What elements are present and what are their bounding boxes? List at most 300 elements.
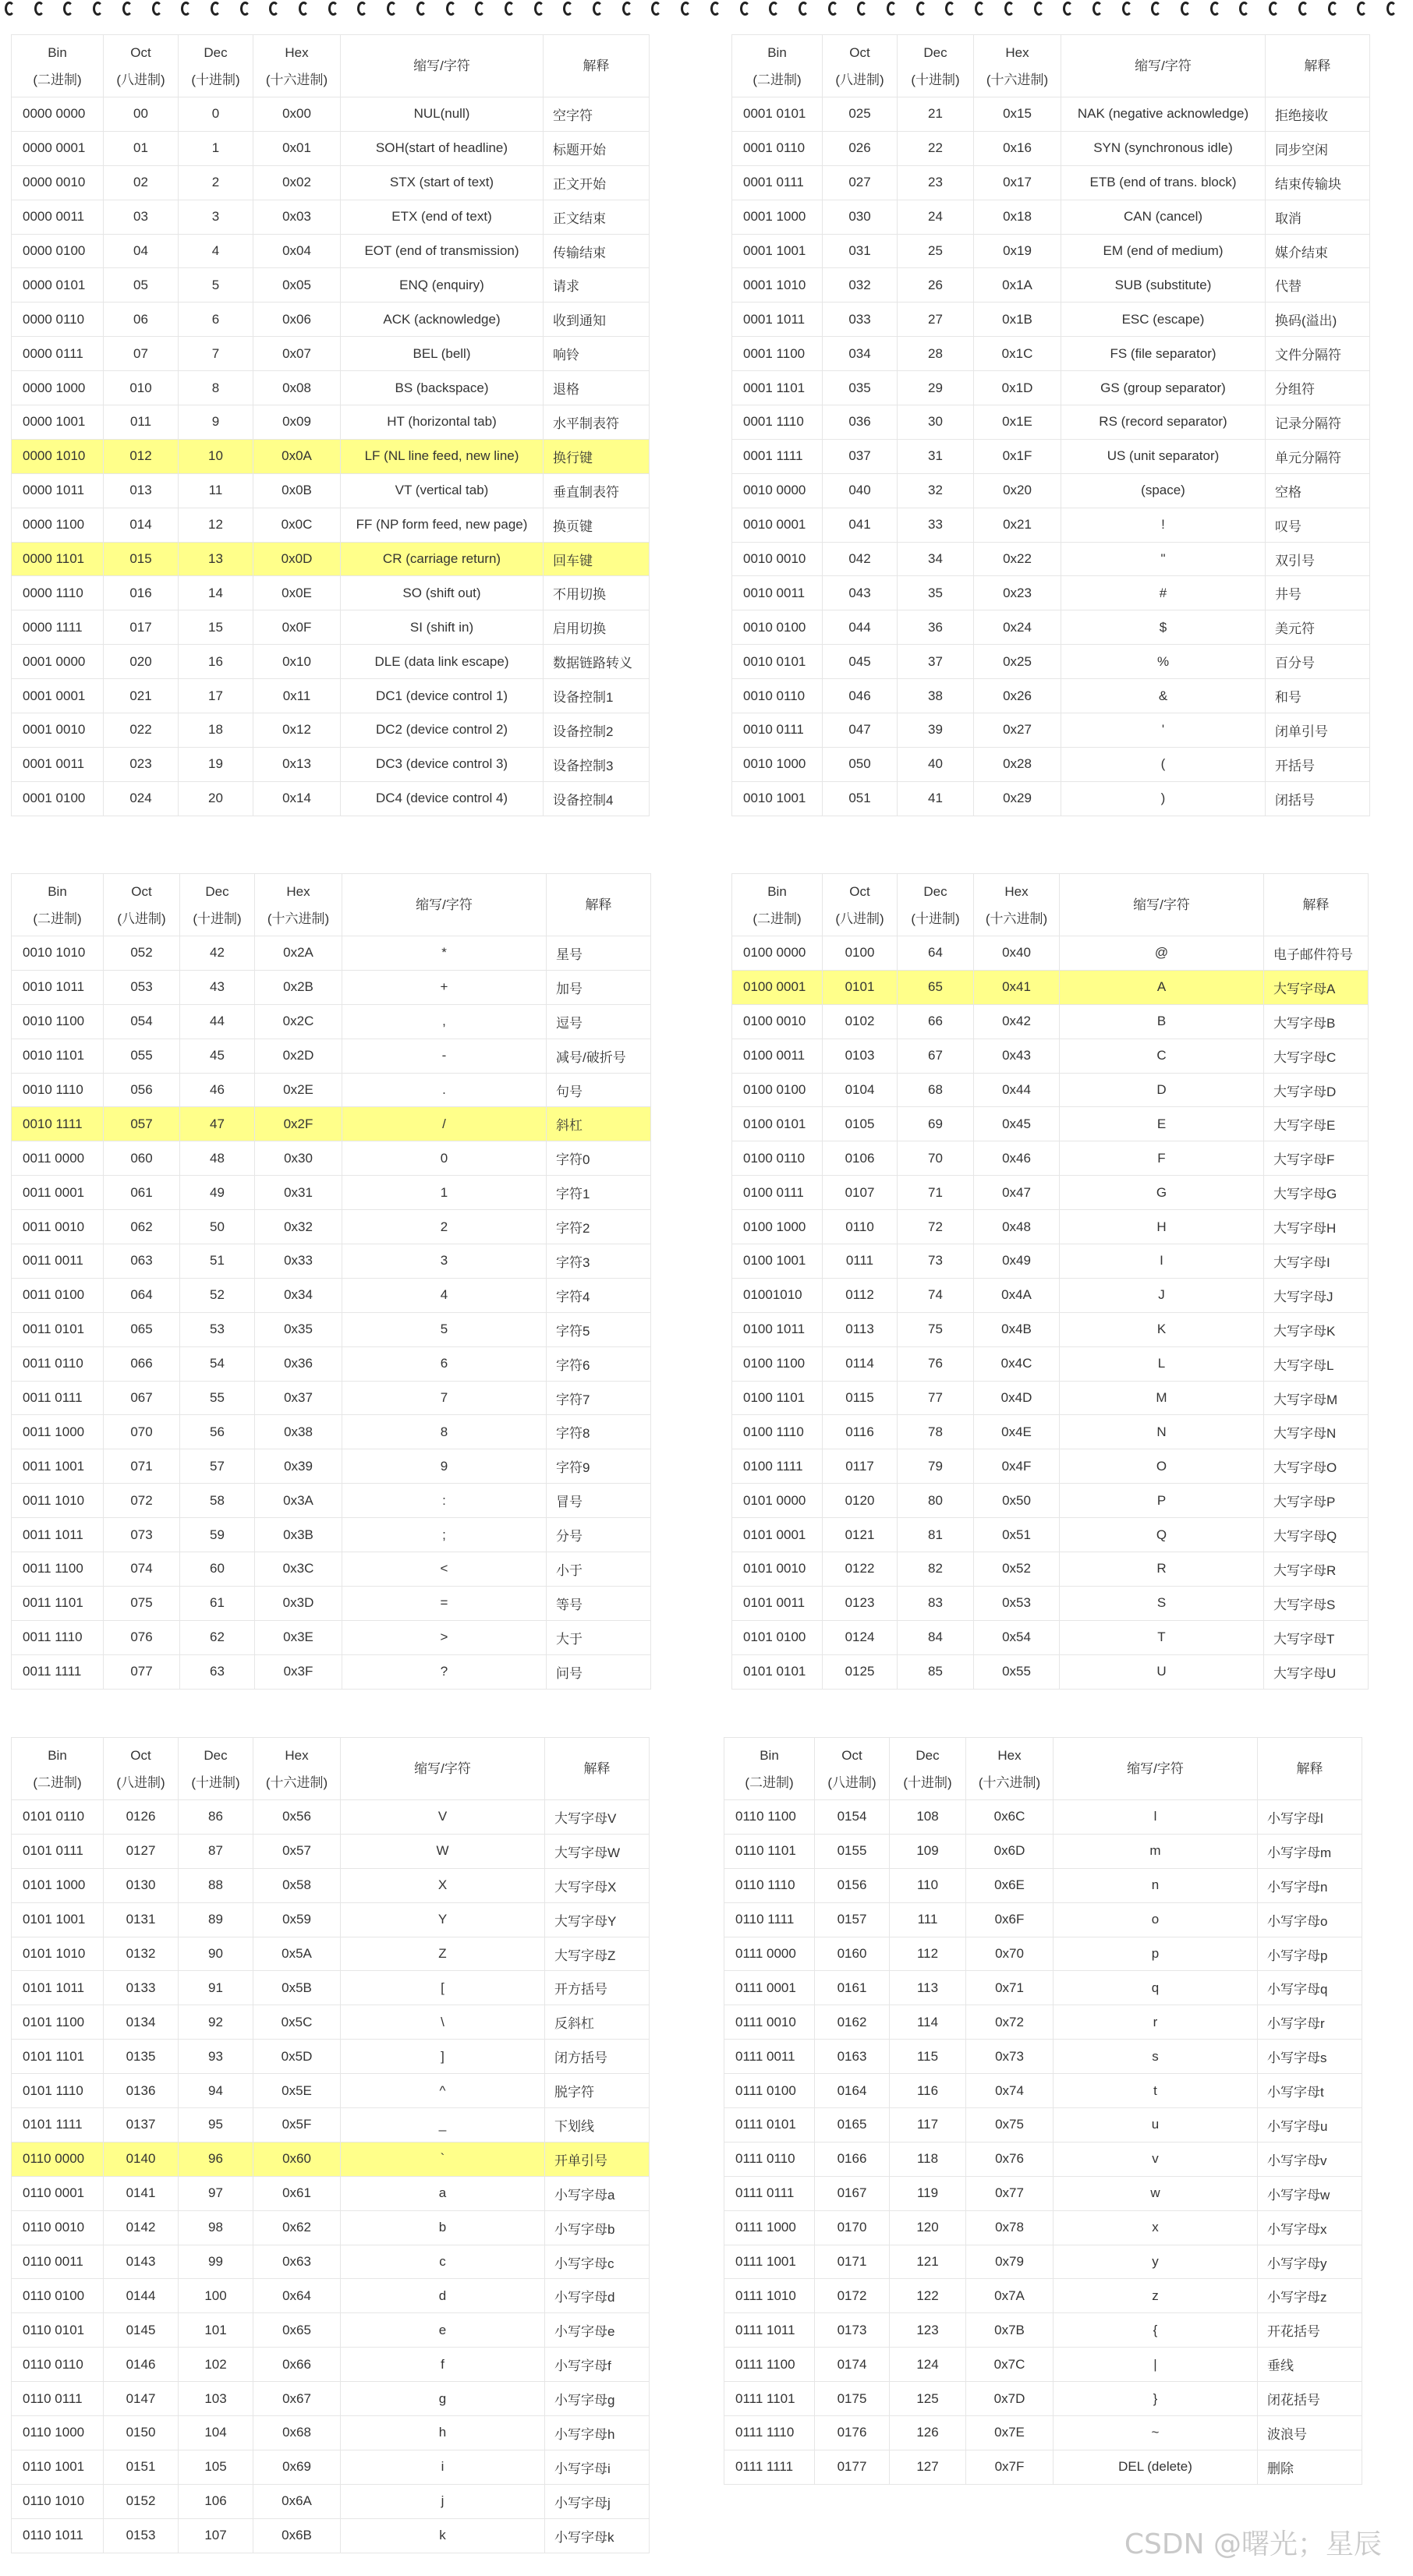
cell-oct: 021 [104, 679, 179, 713]
header-sublabel: (二进制) [33, 911, 82, 926]
cell-bin: 0011 0100 [12, 1278, 104, 1312]
spiral-ring [328, 2, 338, 16]
spiral-ring [799, 2, 809, 16]
cell-bin: 0000 1110 [12, 576, 104, 610]
cell-hex: 0x3B [255, 1518, 342, 1552]
cell-bin: 0100 1110 [732, 1415, 823, 1449]
cell-desc: 脱字符 [545, 2074, 650, 2108]
cell-bin: 0010 0110 [732, 679, 823, 713]
cell-dec: 3 [179, 200, 253, 234]
table-row [732, 1107, 1369, 1141]
table-row [724, 2382, 1362, 2416]
cell-bin: 0000 0110 [12, 303, 104, 337]
cell-dec: 47 [180, 1107, 255, 1141]
cell-hex: 0x1C [974, 337, 1061, 371]
table-row [12, 1176, 651, 1210]
cell-hex: 0x32 [255, 1210, 342, 1244]
cell-desc: 小写字母w [1258, 2176, 1362, 2210]
cell-dec: 25 [898, 234, 974, 268]
cell-hex: 0x35 [255, 1312, 342, 1346]
cell-oct: 033 [823, 303, 898, 337]
cell-abbr: : [342, 1484, 547, 1518]
table-row [732, 405, 1370, 440]
spiral-ring [211, 2, 221, 16]
cell-abbr: M [1060, 1381, 1264, 1415]
cell-desc: 大写字母H [1264, 1210, 1369, 1244]
spiral-ring [563, 2, 573, 16]
column-header-desc [1258, 1738, 1362, 1800]
cell-hex: 0x7A [966, 2279, 1054, 2313]
header-label: Bin [767, 44, 787, 60]
cell-dec: 64 [898, 936, 974, 971]
cell-hex: 0x19 [974, 234, 1061, 268]
spiral-ring [534, 2, 544, 16]
watermark: CSDN @曙光；星辰 [1124, 2528, 1382, 2560]
cell-abbr: z [1054, 2279, 1258, 2313]
cell-bin: 0101 0101 [732, 1654, 823, 1689]
cell-desc: 设备控制1 [544, 679, 650, 713]
cell-dec: 59 [180, 1518, 255, 1552]
cell-desc: 大写字母M [1264, 1381, 1369, 1415]
cell-bin: 0011 0001 [12, 1176, 104, 1210]
table-row [12, 1902, 650, 1937]
cell-dec: 82 [898, 1552, 974, 1587]
cell-abbr: U [1060, 1654, 1264, 1689]
cell-oct: 0113 [823, 1312, 898, 1346]
table-row [12, 610, 650, 645]
table-row [12, 576, 650, 610]
cell-dec: 24 [898, 200, 974, 234]
cell-oct: 016 [104, 576, 179, 610]
column-header-desc [1264, 874, 1369, 936]
cell-desc: 大写字母Q [1264, 1518, 1369, 1552]
cell-bin: 0001 0011 [12, 747, 104, 781]
cell-abbr: @ [1060, 936, 1264, 971]
cell-dec: 37 [898, 645, 974, 679]
cell-hex: 0x3E [255, 1620, 342, 1654]
cell-bin: 0001 0101 [732, 97, 823, 132]
cell-abbr: FF (NP form feed, new page) [341, 508, 544, 542]
cell-oct: 0164 [815, 2074, 890, 2108]
cell-desc: 波浪号 [1258, 2416, 1362, 2450]
cell-oct: 0102 [823, 1004, 898, 1039]
cell-abbr: RS (record separator) [1061, 405, 1266, 440]
cell-oct: 073 [104, 1518, 180, 1552]
cell-bin: 0001 0001 [12, 679, 104, 713]
cell-desc: 问号 [547, 1654, 651, 1689]
cell-desc: 结束传输块 [1266, 165, 1370, 200]
header-sublabel: (十进制) [911, 911, 960, 926]
cell-dec: 77 [898, 1381, 974, 1415]
cell-hex: 0x74 [966, 2074, 1054, 2108]
cell-abbr: t [1054, 2074, 1258, 2108]
table-row [12, 2108, 650, 2143]
cell-hex: 0x3A [255, 1484, 342, 1518]
spiral-ring [1386, 2, 1397, 16]
cell-oct: 072 [104, 1484, 180, 1518]
column-header-bin [732, 35, 823, 97]
cell-hex: 0x44 [974, 1073, 1060, 1107]
cell-hex: 0x62 [253, 2210, 341, 2245]
cell-bin: 0010 1001 [732, 781, 823, 816]
table-row [732, 1210, 1369, 1244]
cell-desc: 字符4 [547, 1278, 651, 1312]
cell-hex: 0x6E [966, 1868, 1054, 1902]
cell-oct: 0143 [104, 2245, 179, 2279]
cell-dec: 1 [179, 131, 253, 165]
cell-desc: 小写字母l [1258, 1800, 1362, 1835]
cell-oct: 0157 [815, 1902, 890, 1937]
cell-abbr: s [1054, 2040, 1258, 2074]
table-row [732, 1552, 1369, 1587]
cell-abbr: ' [1061, 713, 1266, 748]
table-row [12, 268, 650, 303]
cell-oct: 0174 [815, 2348, 890, 2382]
table-row [12, 234, 650, 268]
header-label: Hex [285, 1747, 309, 1763]
cell-bin: 0100 1011 [732, 1312, 823, 1346]
cell-hex: 0x5D [253, 2040, 341, 2074]
cell-bin: 0000 1001 [12, 405, 104, 440]
cell-bin: 0110 0110 [12, 2348, 104, 2382]
cell-oct: 035 [823, 371, 898, 405]
cell-bin: 0100 0000 [732, 936, 823, 971]
cell-oct: 036 [823, 405, 898, 440]
table-row [732, 610, 1370, 645]
cell-oct: 0171 [815, 2245, 890, 2279]
cell-abbr: A [1060, 970, 1264, 1004]
cell-bin: 0111 0110 [724, 2142, 815, 2176]
cell-hex: 0x1D [974, 371, 1061, 405]
cell-oct: 050 [823, 747, 898, 781]
spiral-ring [593, 2, 603, 16]
cell-oct: 056 [104, 1073, 180, 1107]
cell-hex: 0x22 [974, 542, 1061, 576]
table-row [724, 2279, 1362, 2313]
header-label: Oct [849, 44, 870, 60]
spiral-ring [240, 2, 250, 16]
cell-hex: 0x33 [255, 1244, 342, 1279]
cell-bin: 0000 1010 [12, 439, 104, 473]
cell-abbr: ETX (end of text) [341, 200, 544, 234]
cell-desc: 小写字母f [545, 2348, 650, 2382]
spiral-ring [299, 2, 309, 16]
cell-desc: 小写字母j [545, 2484, 650, 2518]
table-row [732, 1039, 1369, 1073]
cell-oct: 0176 [815, 2416, 890, 2450]
cell-oct: 0132 [104, 1937, 179, 1971]
cell-bin: 0000 0101 [12, 268, 104, 303]
cell-dec: 62 [180, 1620, 255, 1654]
cell-desc: 大写字母W [545, 1834, 650, 1868]
cell-bin: 0100 1001 [732, 1244, 823, 1279]
header-label: Dec [204, 1747, 228, 1763]
cell-dec: 99 [179, 2245, 253, 2279]
cell-oct: 0136 [104, 2074, 179, 2108]
cell-hex: 0x4C [974, 1346, 1060, 1381]
cell-dec: 32 [898, 473, 974, 508]
cell-bin: 0111 0100 [724, 2074, 815, 2108]
spiral-ring [357, 2, 367, 16]
cell-oct: 0144 [104, 2279, 179, 2313]
table-row [724, 2348, 1362, 2382]
cell-dec: 112 [890, 1937, 966, 1971]
cell-desc: 大写字母G [1264, 1176, 1369, 1210]
header-label: 缩写/字符 [1133, 897, 1190, 912]
cell-dec: 60 [180, 1552, 255, 1587]
cell-abbr: (space) [1061, 473, 1266, 508]
header-sublabel: (二进制) [745, 1775, 794, 1790]
cell-dec: 70 [898, 1141, 974, 1176]
cell-desc: 小写字母s [1258, 2040, 1362, 2074]
cell-oct: 0146 [104, 2348, 179, 2382]
cell-abbr: W [341, 1834, 545, 1868]
cell-abbr: P [1060, 1484, 1264, 1518]
cell-desc: 正文开始 [544, 165, 650, 200]
spiral-ring [769, 2, 779, 16]
cell-hex: 0x18 [974, 200, 1061, 234]
cell-hex: 0x25 [974, 645, 1061, 679]
cell-desc: 小写字母p [1258, 1937, 1362, 1971]
spiral-ring [34, 2, 44, 16]
cell-oct: 0150 [104, 2416, 179, 2450]
table-row [724, 1937, 1362, 1971]
cell-dec: 101 [179, 2313, 253, 2348]
cell-bin: 0000 1000 [12, 371, 104, 405]
header-sublabel: (十六进制) [985, 911, 1048, 926]
cell-hex: 0x5A [253, 1937, 341, 1971]
table-row [724, 2074, 1362, 2108]
cell-abbr: SOH(start of headline) [341, 131, 544, 165]
cell-dec: 33 [898, 508, 974, 542]
header-label: Bin [48, 1747, 67, 1763]
cell-oct: 0142 [104, 2210, 179, 2245]
cell-oct: 062 [104, 1210, 180, 1244]
cell-abbr: HT (horizontal tab) [341, 405, 544, 440]
table-row [12, 371, 650, 405]
cell-hex: 0x40 [974, 936, 1060, 971]
cell-hex: 0x04 [253, 234, 341, 268]
table-row [12, 1039, 651, 1073]
cell-desc: 叹号 [1266, 508, 1370, 542]
cell-desc: 小写字母x [1258, 2210, 1362, 2245]
table-row [724, 2142, 1362, 2176]
cell-bin: 0111 0001 [724, 1971, 815, 2005]
table-row [12, 936, 651, 971]
cell-oct: 066 [104, 1346, 180, 1381]
cell-hex: 0x71 [966, 1971, 1054, 2005]
table-row [12, 1868, 650, 1902]
cell-desc: 字符3 [547, 1244, 651, 1279]
cell-bin: 0000 0100 [12, 234, 104, 268]
cell-abbr: 6 [342, 1346, 547, 1381]
cell-bin: 0100 1101 [732, 1381, 823, 1415]
table-row [12, 781, 650, 816]
cell-bin: 0001 0000 [12, 645, 104, 679]
cell-hex: 0x5C [253, 2005, 341, 2040]
cell-dec: 8 [179, 371, 253, 405]
cell-dec: 7 [179, 337, 253, 371]
table-row [12, 131, 650, 165]
column-header-abbr [1054, 1738, 1258, 1800]
table-row [732, 1176, 1369, 1210]
ascii-table [11, 1737, 650, 2553]
header-sublabel: (十六进制) [986, 72, 1049, 87]
cell-bin: 0001 0010 [12, 713, 104, 748]
cell-abbr: DC1 (device control 1) [341, 679, 544, 713]
cell-desc: 代替 [1266, 268, 1370, 303]
table-row [732, 1415, 1369, 1449]
cell-abbr: EM (end of medium) [1061, 234, 1266, 268]
cell-oct: 0177 [815, 2450, 890, 2484]
table-row [724, 2245, 1362, 2279]
cell-abbr: C [1060, 1039, 1264, 1073]
cell-dec: 105 [179, 2450, 253, 2484]
cell-dec: 56 [180, 1415, 255, 1449]
cell-oct: 034 [823, 337, 898, 371]
cell-hex: 0x15 [974, 97, 1061, 132]
cell-bin: 0100 0111 [732, 1176, 823, 1210]
cell-abbr: N [1060, 1415, 1264, 1449]
cell-desc: 小写字母h [545, 2416, 650, 2450]
cell-oct: 0162 [815, 2005, 890, 2040]
cell-hex: 0x7D [966, 2382, 1054, 2416]
cell-oct: 01 [104, 131, 179, 165]
cell-hex: 0x45 [974, 1107, 1060, 1141]
cell-abbr: * [342, 936, 547, 971]
header-label: Bin [767, 883, 787, 899]
cell-oct: 0116 [823, 1415, 898, 1449]
cell-desc: 大写字母S [1264, 1586, 1369, 1620]
cell-dec: 127 [890, 2450, 966, 2484]
spiral-ring [1181, 2, 1191, 16]
cell-oct: 027 [823, 165, 898, 200]
cell-hex: 0x78 [966, 2210, 1054, 2245]
cell-abbr: ETB (end of trans. block) [1061, 165, 1266, 200]
cell-desc: 大写字母C [1264, 1039, 1369, 1073]
cell-dec: 94 [179, 2074, 253, 2108]
header-label: Dec [923, 883, 947, 899]
cell-oct: 0161 [815, 1971, 890, 2005]
cell-oct: 012 [104, 439, 179, 473]
cell-bin: 0110 0111 [12, 2382, 104, 2416]
cell-hex: 0x13 [253, 747, 341, 781]
table-row [12, 2348, 650, 2382]
cell-hex: 0x54 [974, 1620, 1060, 1654]
table-row [12, 2210, 650, 2245]
cell-oct: 052 [104, 936, 180, 971]
cell-oct: 026 [823, 131, 898, 165]
cell-bin: 0111 0010 [724, 2005, 815, 2040]
cell-bin: 0101 0111 [12, 1834, 104, 1868]
cell-dec: 18 [179, 713, 253, 748]
cell-desc: 数据链路转义 [544, 645, 650, 679]
cell-dec: 100 [179, 2279, 253, 2313]
cell-abbr: # [1061, 576, 1266, 610]
cell-desc: 大写字母P [1264, 1484, 1369, 1518]
cell-bin: 0001 0100 [12, 781, 104, 816]
header-label: Oct [130, 1747, 151, 1763]
cell-bin: 0010 1100 [12, 1004, 104, 1039]
cell-bin: 0001 1110 [732, 405, 823, 440]
cell-oct: 0122 [823, 1552, 898, 1587]
cell-desc: 闭方括号 [545, 2040, 650, 2074]
table-row [732, 1620, 1369, 1654]
table-row [732, 645, 1370, 679]
cell-hex: 0x5F [253, 2108, 341, 2143]
cell-abbr: SI (shift in) [341, 610, 544, 645]
spiral-ring [122, 2, 133, 16]
table-row [12, 1971, 650, 2005]
cell-abbr: = [342, 1586, 547, 1620]
table-row [12, 2416, 650, 2450]
table-row [12, 2142, 650, 2176]
table-row [724, 1834, 1362, 1868]
cell-bin: 0010 0010 [732, 542, 823, 576]
column-header-hex [974, 874, 1060, 936]
cell-oct: 0123 [823, 1586, 898, 1620]
cell-hex: 0x49 [974, 1244, 1060, 1279]
cell-desc: 空字符 [544, 97, 650, 132]
cell-abbr: V [341, 1800, 545, 1835]
spiral-ring [975, 2, 985, 16]
table-row [12, 1381, 651, 1415]
cell-oct: 046 [823, 679, 898, 713]
cell-bin: 0010 0111 [732, 713, 823, 748]
cell-dec: 12 [179, 508, 253, 542]
cell-desc: 水平制表符 [544, 405, 650, 440]
cell-oct: 013 [104, 473, 179, 508]
cell-hex: 0x02 [253, 165, 341, 200]
cell-dec: 2 [179, 165, 253, 200]
cell-bin: 0011 1100 [12, 1552, 104, 1587]
table-row [724, 2416, 1362, 2450]
table-row [12, 405, 650, 440]
header-row [12, 35, 650, 97]
column-header-dec [179, 1738, 253, 1800]
spiral-ring [681, 2, 691, 16]
table-row [732, 781, 1370, 816]
cell-abbr: \ [341, 2005, 545, 2040]
cell-desc: 大写字母F [1264, 1141, 1369, 1176]
cell-dec: 80 [898, 1484, 974, 1518]
header-sublabel: (八进制) [116, 1775, 165, 1790]
table-row [12, 645, 650, 679]
cell-desc: 字符9 [547, 1449, 651, 1484]
cell-dec: 43 [180, 970, 255, 1004]
cell-oct: 0106 [823, 1141, 898, 1176]
cell-hex: 0x7F [966, 2450, 1054, 2484]
table-row [12, 1518, 651, 1552]
cell-hex: 0x3D [255, 1586, 342, 1620]
cell-abbr: VT (vertical tab) [341, 473, 544, 508]
cell-hex: 0x09 [253, 405, 341, 440]
cell-dec: 23 [898, 165, 974, 200]
cell-abbr: BS (backspace) [341, 371, 544, 405]
header-label: Bin [48, 44, 67, 60]
header-label: 解释 [1304, 58, 1331, 73]
cell-dec: 95 [179, 2108, 253, 2143]
table-row [12, 542, 650, 576]
cell-oct: 045 [823, 645, 898, 679]
spiral-ring [916, 2, 926, 16]
header-row [12, 874, 651, 936]
header-label: Dec [204, 44, 228, 60]
cell-desc: 闭括号 [1266, 781, 1370, 816]
cell-abbr: q [1054, 1971, 1258, 2005]
cell-oct: 014 [104, 508, 179, 542]
column-header-oct [104, 874, 180, 936]
